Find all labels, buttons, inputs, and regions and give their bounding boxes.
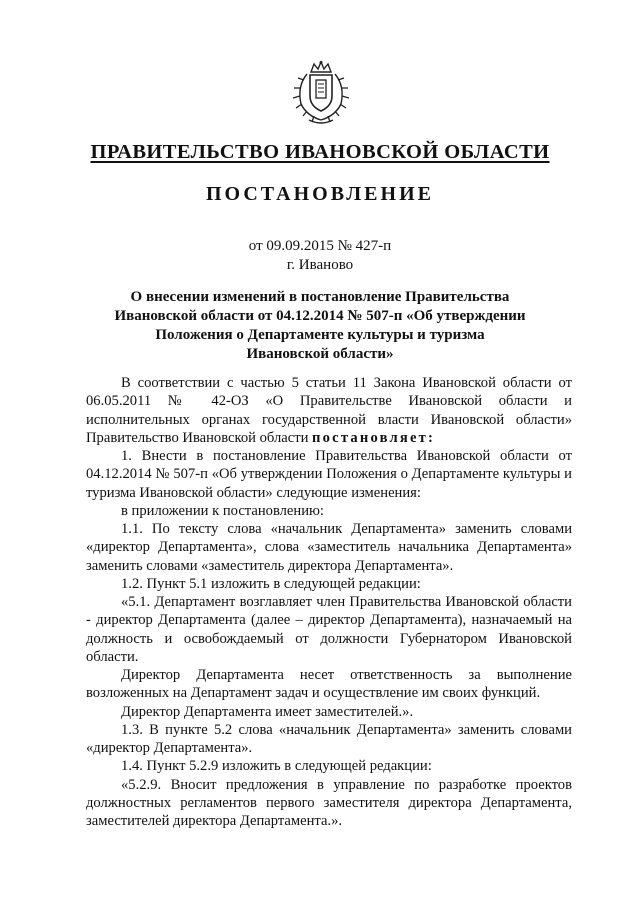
paragraph: «5.2.9. Вносит предложения в управление по разработке проектов должностных регламентов первого заместителя директора Департамента, заместителей директора Департамента.».	[86, 776, 572, 829]
paragraph	[86, 374, 572, 447]
paragraph-text: В соответствии с частью 5 статьи 11 Закона Ивановской области от 06.05.2011 № 42-ОЗ «О Правительстве Ивановской области и исполнительных органах государственной власти Ивановской области» Правительство Ивановской области	[86, 375, 572, 446]
title-line: Ивановской области от 04.12.2014 № 507-п «Об утверждении	[114, 308, 526, 324]
paragraph: 1.2. Пункт 5.1 изложить в следующей редакции:	[121, 575, 421, 592]
date-number: от 09.09.2015 № 427-п	[248, 238, 392, 254]
paragraph: Директор Департамента имеет заместителей.».	[121, 703, 414, 720]
document-title	[96, 288, 544, 364]
paragraph: Директор Департамента несет ответственность за выполнение возложенных на Департамент задач и осуществление им своих функций.	[86, 667, 572, 702]
coat-of-arms-emblem	[287, 60, 355, 128]
date-and-place	[0, 237, 640, 275]
title-line: Положения о Департаменте культуры и туризма	[155, 327, 485, 343]
paragraph: 1.4. Пункт 5.2.9 изложить в следующей редакции:	[121, 758, 432, 775]
decree-emphasis: постановляет:	[312, 429, 436, 446]
paragraph: в приложении к постановлению:	[121, 502, 324, 519]
paragraph: 1.3. В пункте 5.2 слова «начальник Департамента» заменить словами «директор Департамента».	[86, 721, 572, 756]
paragraph: 1. Внести в постановление Правительства Ивановской области от 04.12.2014 № 507-п «Об утверждении Положения о Департаменте культуры и туризма Ивановской области» следующие изменения:	[86, 448, 572, 501]
document-body	[86, 374, 572, 830]
government-name: ПРАВИТЕЛЬСТВО ИВАНОВСКОЙ ОБЛАСТИ	[90, 141, 550, 163]
city: г. Иваново	[286, 257, 354, 273]
paragraph: 1.1. По тексту слова «начальник Департамента» заменить словами «директор Департамента», слова «заместитель начальника Департамента» заменить словами «заместитель директора Департамента».	[86, 521, 572, 574]
title-line: Ивановской области»	[246, 346, 394, 362]
document-type: ПОСТАНОВЛЕНИЕ	[206, 183, 434, 205]
paragraph: «5.1. Департамент возглавляет член Правительства Ивановской области - директор Департамента (далее – директор Департамента), назначаемый на должность и освобождаемый от должности Губернатором Ивановской области.	[86, 594, 572, 665]
title-line: О внесении изменений в постановление Правительства	[130, 289, 510, 305]
